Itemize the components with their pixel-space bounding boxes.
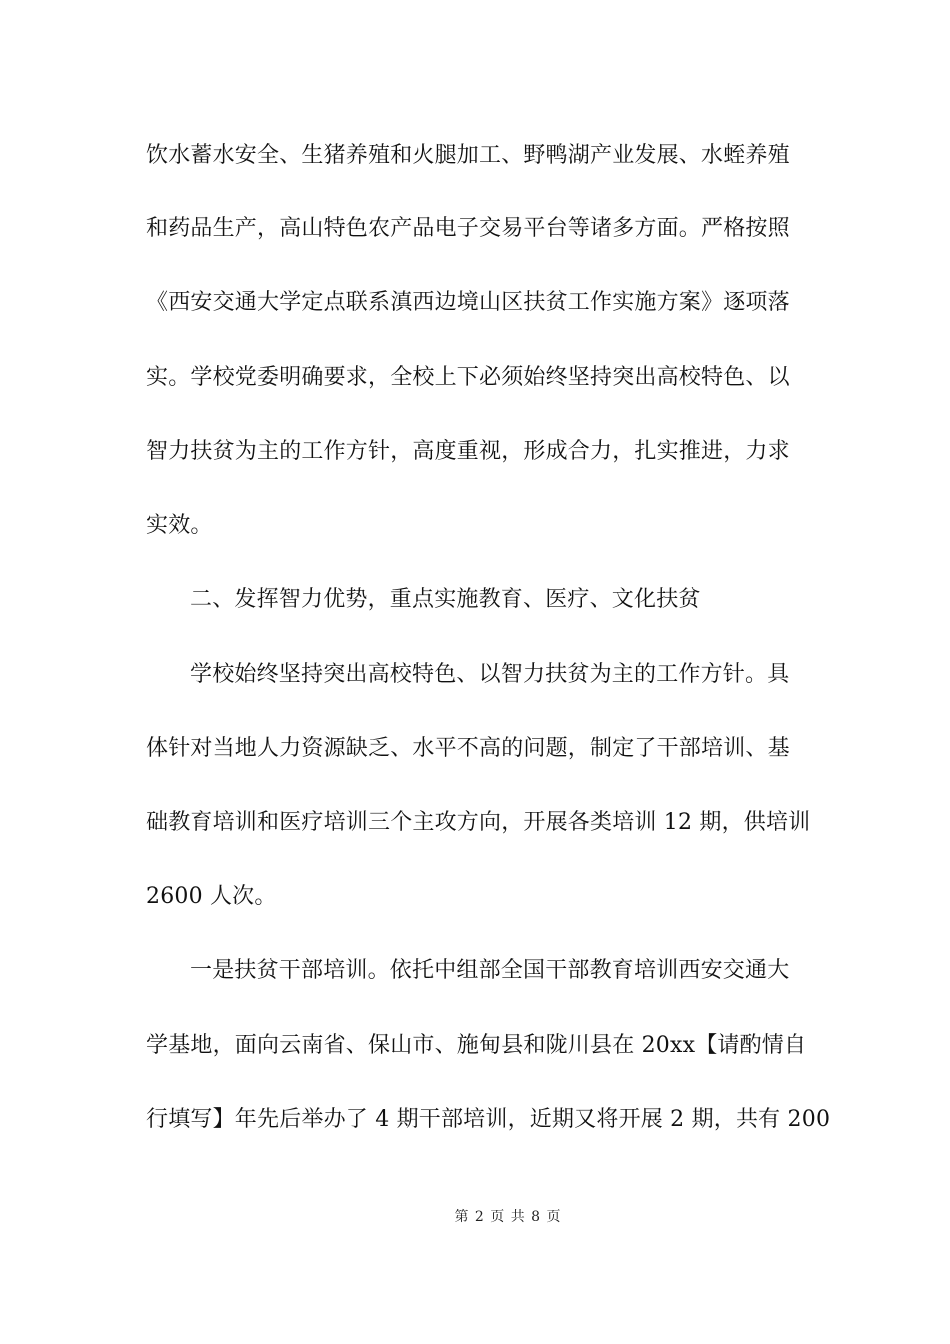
paragraph-line: 体针对当地人力资源缺乏、水平不高的问题，制定了干部培训、基: [146, 736, 790, 761]
section-heading: 二、发挥智力优势，重点实施教育、医疗、文化扶贫: [190, 587, 701, 612]
paragraph-line: 《西安交通大学定点联系滇西边境山区扶贫工作实施方案》逐项落: [146, 290, 790, 315]
paragraph-line: 实。学校党委明确要求，全校上下必须始终坚持突出高校特色、以: [146, 365, 790, 390]
paragraph-line: 行填写】年先后举办了 4 期干部培训，近期又将开展 2 期，共有 200: [146, 1107, 831, 1132]
paragraph-line: 实效。: [146, 513, 213, 538]
paragraph-line: 2600 人次。: [146, 884, 277, 909]
page-footer: [0, 1207, 950, 1227]
paragraph-line: 学校始终坚持突出高校特色、以智力扶贫为主的工作方针。具: [190, 662, 790, 687]
paragraph-line: 饮水蓄水安全、生猪养殖和火腿加工、野鸭湖产业发展、水蛭养殖: [146, 143, 790, 168]
paragraph-line: 学基地，面向云南省、保山市、施甸县和陇川县在 20xx【请酌情自: [146, 1033, 807, 1058]
paragraph-line: 和药品生产，高山特色农产品电子交易平台等诸多方面。严格按照: [146, 216, 790, 241]
paragraph-line: 智力扶贫为主的工作方针，高度重视，形成合力，扎实推进，力求: [146, 439, 790, 464]
page-number-label: 第 2 页 共 8 页: [454, 1209, 562, 1225]
paragraph-line: 础教育培训和医疗培训三个主攻方向，开展各类培训 12 期，供培训: [146, 810, 811, 835]
paragraph-line: 一是扶贫干部培训。依托中组部全国干部教育培训西安交通大: [190, 958, 790, 983]
